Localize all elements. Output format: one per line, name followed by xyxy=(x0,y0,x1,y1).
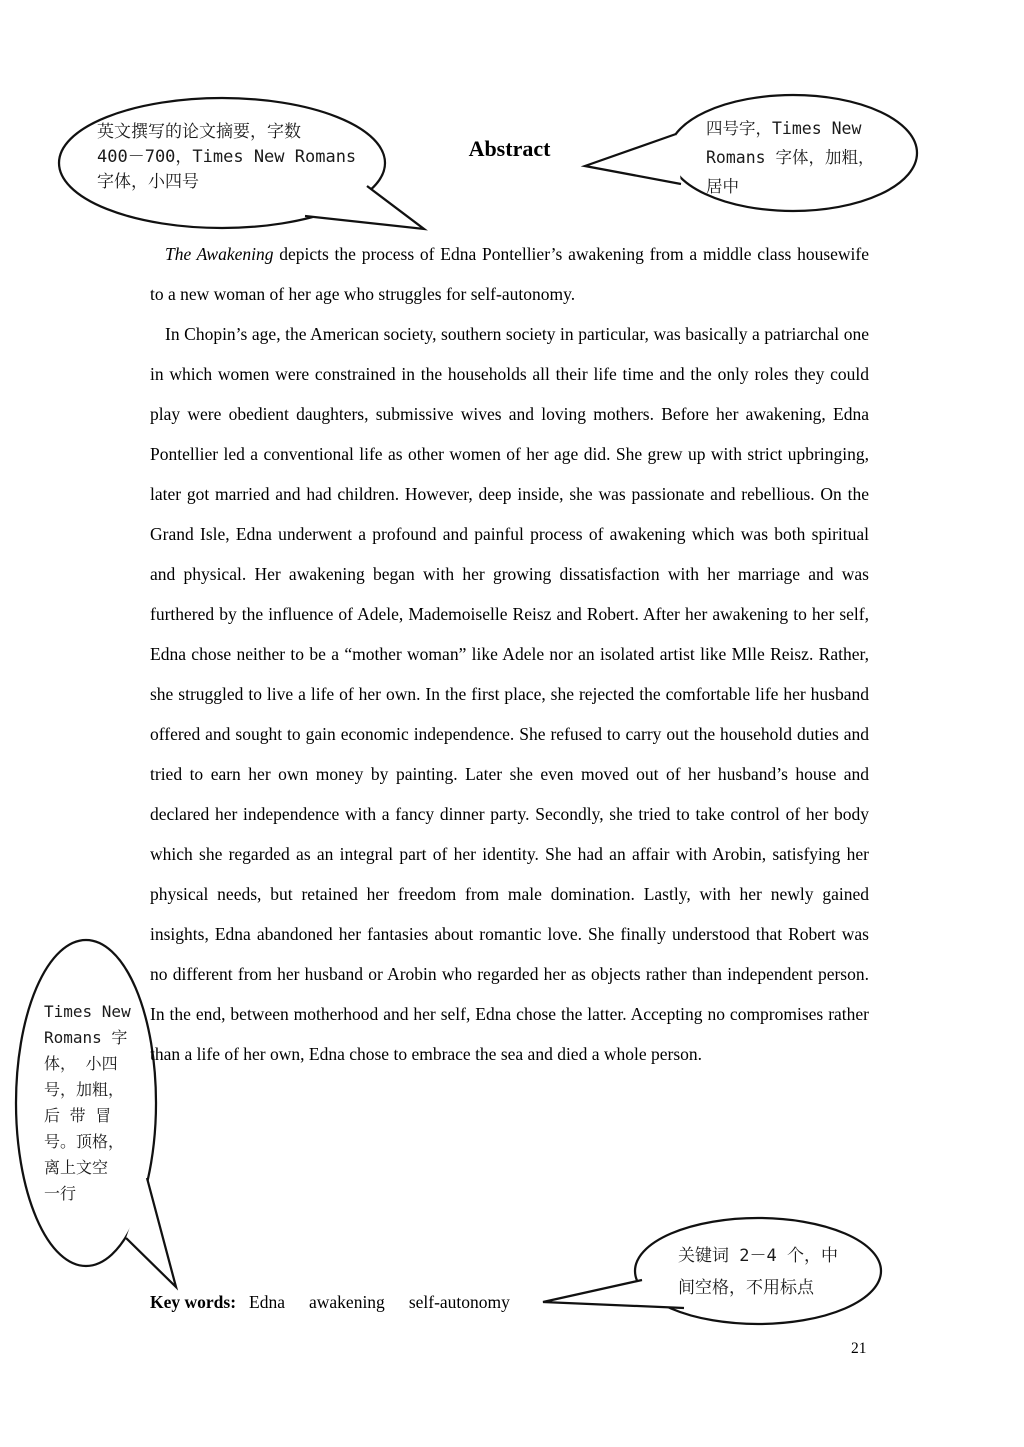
callout-line: 英文撰写的论文摘要，字数 xyxy=(97,122,301,142)
keyword-term: self-autonomy xyxy=(408,1292,510,1312)
callout-line: Romans 字 xyxy=(44,1028,128,1047)
callout-line: 字体，小四号 xyxy=(97,172,199,192)
book-title: The Awakening xyxy=(165,244,274,264)
callout-line: 400－700，Times New Romans xyxy=(97,147,357,167)
callout-line: 号。顶格， xyxy=(44,1132,125,1151)
keywords-label: Key words: xyxy=(150,1292,237,1312)
paragraph-1-text: depicts the process of Edna Pontellier’s awakening from a middle class housewife to a new woman of her age who struggles for self-autonomy. xyxy=(150,244,869,304)
callout-title-note xyxy=(706,114,875,201)
callout-line: 间空格，不用标点 xyxy=(678,1278,814,1298)
keyword-term: Edna xyxy=(249,1292,285,1312)
callout-line: 四号字，Times New xyxy=(706,119,862,138)
abstract-paragraph-2: In Chopin’s age, the American society, southern society in particular, was basically a patriarchal one in which women were constrained in the households all their life time and the only roles they could play were obedient daughters, submissive wives and loving mothers. Before her awakening, Edna Pontellier led a conventional life as other women of her age did. She grew up with strict upbringing, later got married and had children. However, deep inside, she was passionate and rebellious. On the Grand Isle, Edna underwent a profound and painful process of awakening which was both spiritual and physical. Her awakening began with her growing dissatisfaction with her marriage and was furthered by the influence of Adele, Mademoiselle Reisz and Robert. After her awakening to her self, Edna chose neither to be a “mother woman” like Adele nor an isolated artist like Mlle Reisz. Rather, she struggled to live a life of her own. In the first place, she rejected the comfortable life her husband offered and sought to gain economic independence. She refused to carry out the household duties and tried to earn her own money by painting. Later she even moved out of her husband’s house and declared her independence with a fancy dinner party. Secondly, she tried to take control of her body which she regarded as an integral part of her identity. She had an affair with Arobin, satisfying her physical needs, but retained her freedom from male domination. Lastly, with her newly gained insights, Edna abandoned her fantasies about romantic love. She finally understood that Robert was no different from her husband or Arobin who regarded her as objects rather than independent person. In the end, between motherhood and her self, Edna chose the latter. Accepting no compromises rather than a life of her own, Edna chose to embrace the sea and died a whole person. xyxy=(150,324,869,1064)
callout-line: Times New xyxy=(44,1002,131,1021)
page-title: Abstract xyxy=(468,136,551,161)
callout-line: 居中 xyxy=(706,177,739,196)
callout-line: 后 带 冒 xyxy=(44,1106,112,1125)
callout-line: 一行 xyxy=(44,1184,77,1203)
callout-line: 离上文空 xyxy=(44,1158,109,1177)
callout-abstract-note xyxy=(97,120,356,195)
keyword-term: awakening xyxy=(309,1292,385,1312)
abstract-paragraph-1 xyxy=(150,234,869,314)
callout-keywords-count-note xyxy=(678,1240,838,1304)
callout-line: 体， 小四 xyxy=(44,1054,118,1073)
abstract-body xyxy=(150,234,869,1074)
callout-line: Romans 字体，加粗， xyxy=(706,148,875,167)
callout-line: 关键词 2－4 个，中 xyxy=(678,1246,838,1266)
page-number: 21 xyxy=(851,1340,867,1357)
callout-line: 号，加粗， xyxy=(44,1080,125,1099)
keywords-line xyxy=(150,1288,510,1316)
callout-keywords-format-note xyxy=(44,999,131,1207)
